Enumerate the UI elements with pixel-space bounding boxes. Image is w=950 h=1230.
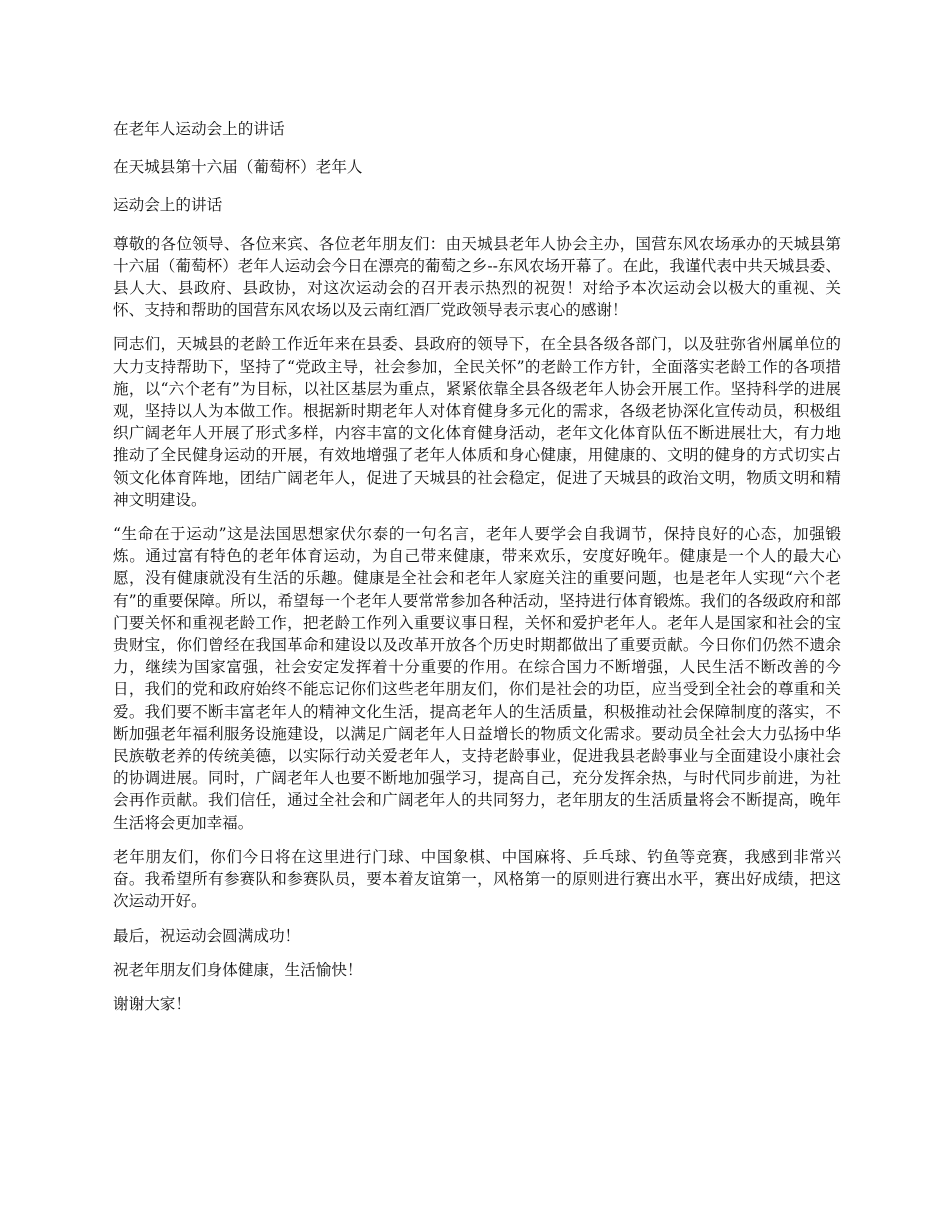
document-title: 在老年人运动会上的讲话 (113, 120, 285, 138)
paragraph-life-in-motion: “生命在于运动”这是法国思想家伏尔泰的一句名言，老年人要学会自我调节，保持良好的心态，加强锻炼。通过富有特色的老年体育运动，为自己带来健康，带来欢乐，安度好晚年。健康是一个人的最大心愿，没有健康就没有生活的乐趣。健康是全社会和老年人家庭关注的重要问题，也是老年人实现“六个老有”的重要保障。所以，希望每一个老年人要常常参加各种活动，坚持进行体育锻炼。我们的各级政府和部门要关怀和重视老龄工作，把老龄工作列入重要议事日程，关怀和爱护老年人。老年人是国家和社会的宝贵财宝，你们曾经在我国革命和建设以及改革开放各个历史时期都做出了重要贡献。今日你们仍然不遗余力，继续为国家富强，社会安定发挥着十分重要的作用。在综合国力不断增强，人民生活不断改善的今日，我们的党和政府始终不能忘记你们这些老年朋友们，你们是社会的功臣，应当受到全社会的尊重和关爱。我们要不断丰富老年人的精神文化生活，提高老年人的生活质量，积极推动社会保障制度的落实，不断加强老年福利服务设施建设，以满足广阔老年人日益增长的物质文化需求。要动员全社会大力弘扬中华民族敬老养的传统美德，以实际行动关爱老年人，支持老龄事业，促进我县老龄事业与全面建设小康社会的协调进展。同时，广阔老年人也要不断地加强学习，提高自己，充分发挥余热，与时代同步前进，为社会再作贡献。我们信任，通过全社会和广阔老年人的共同努力，老年朋友的生活质量将会不断提高，晚年生活将会更加幸福。 (113, 525, 841, 832)
paragraph-closing-wish: 最后，祝运动会圆满成功！ (113, 926, 301, 945)
document-subtitle-line-2: 运动会上的讲话 (113, 196, 223, 215)
paragraph-work-review: 同志们，天城县的老龄工作近年来在县委、县政府的领导下，在全县各级各部门，以及驻弥省州属单位的大力支持帮助下，坚持了“党政主导，社会参加，全民关怀”的老龄工作方针，全面落实老龄工作的各项措施，以“六个老有”为目标，以社区基层为重点，紧紧依靠全县各级老年人协会开展工作。坚持科学的进展观，坚持以人为本做工作。根据新时期老年人对体育健身多元化的需求，各级老协深化宣传动员，积极组织广阔老年人开展了形式多样，内容丰富的文化体育健身活动，老年文化体育队伍不断进展壮大，有力地推动了全民健身运动的开展，有效地增强了老年人体质和身心健康，用健康的、文明的健身的方式切实占领文化体育阵地，团结广阔老年人，促进了天城县的社会稳定，促进了天城县的政治文明，物质文明和精神文明建设。 (113, 335, 841, 509)
paragraph-competitions: 老年朋友们，你们今日将在这里进行门球、中国象棋、中国麻将、乒乓球、钓鱼等竞赛，我感到非常兴奋。我希望所有参赛队和参赛队员，要本着友谊第一，风格第一的原则进行赛出水平，赛出好成绩，把这次运动开好。 (113, 847, 841, 911)
paragraph-health-wish: 祝老年朋友们身体健康，生活愉快！ (113, 960, 363, 979)
document-subtitle-line-1: 在天城县第十六届（葡萄杯）老年人 (113, 158, 363, 177)
paragraph-greeting: 尊敬的各位领导、各位来宾、各位老年朋友们：由天城县老年人协会主办，国营东风农场承办的天城县第十六届（葡萄杯）老年人运动会今日在漂亮的葡萄之乡--东风农场开幕了。在此，我谨代表中共天城县委、县人大、县政府、县政协，对这次运动会的召开表示热烈的祝贺！对给予本次运动会以极大的重视、关怀、支持和帮助的国营东风农场以及云南红酒厂党政领导表示衷心的感谢！ (113, 234, 841, 320)
paragraph-thanks: 谢谢大家！ (113, 994, 191, 1013)
document-page (113, 118, 841, 1027)
